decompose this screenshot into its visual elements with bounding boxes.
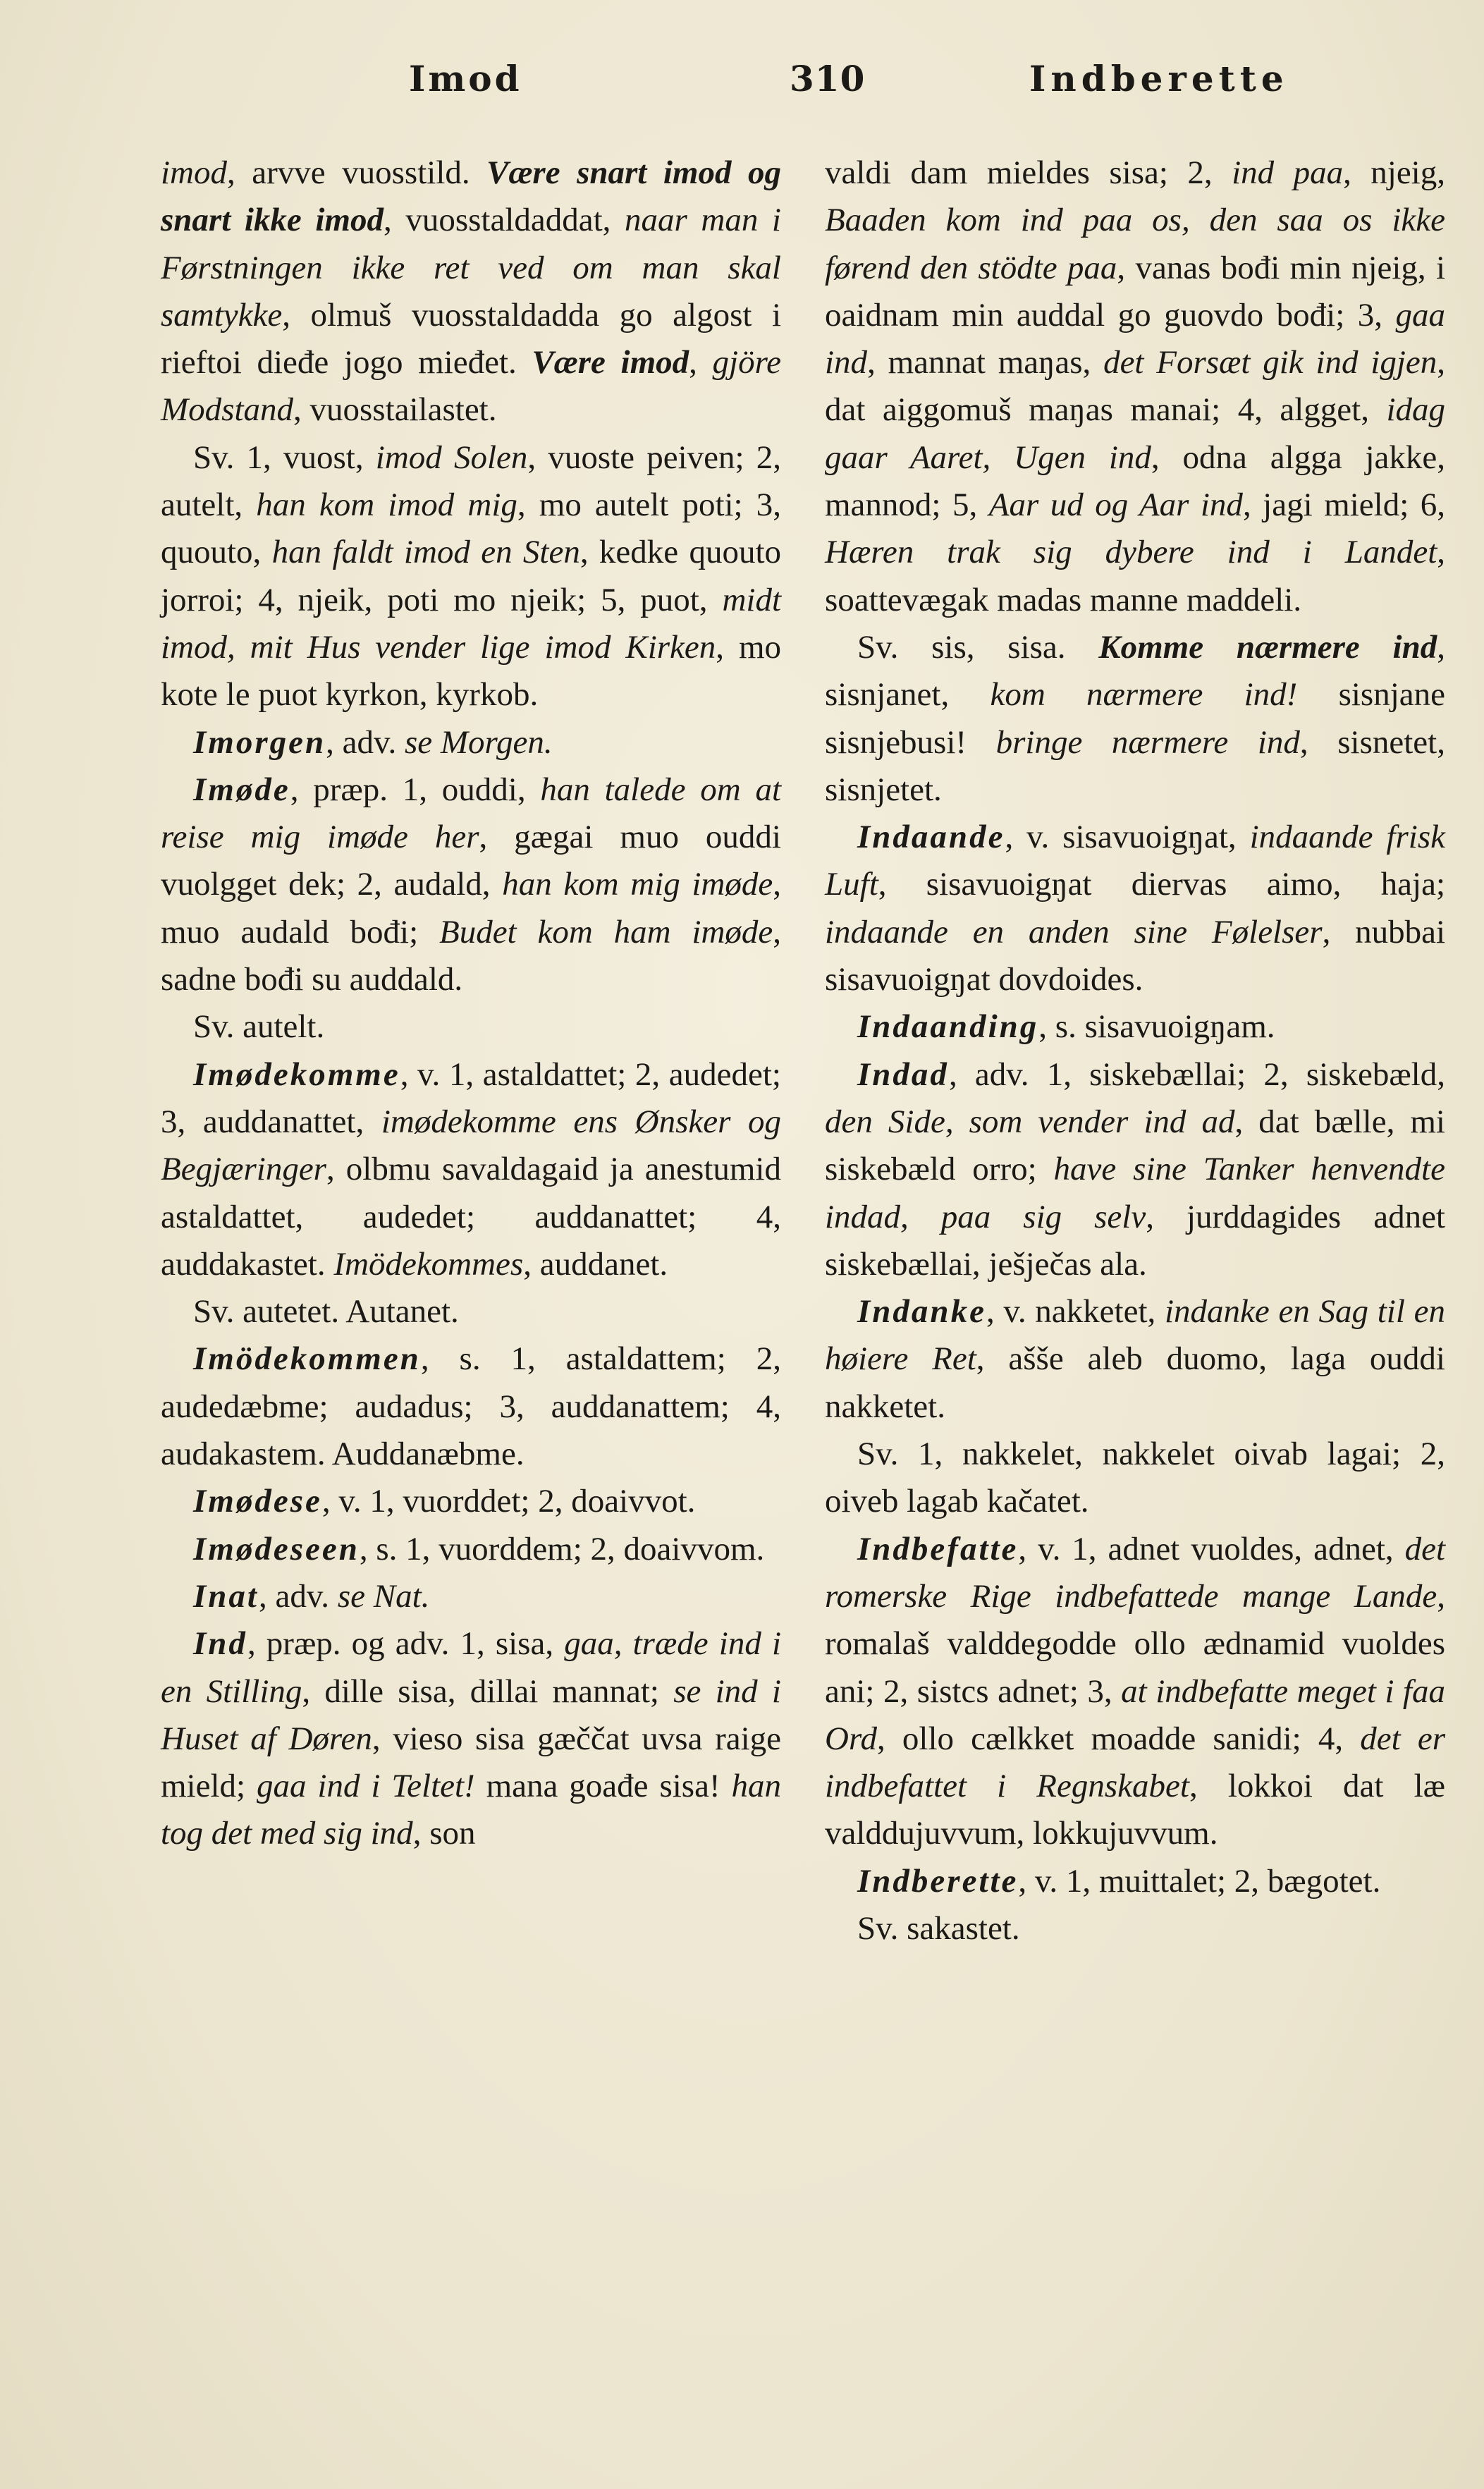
dictionary-entry-ind-sv: Sv. sis, sisa. Komme nærmere ind, sisnjanet, kom nærmere ind! sisnjane sisnjebusi! bringe nærmere ind, sisnetet, sisnjetet.: [825, 628, 1446, 808]
dictionary-entry-imode-sv: Sv. autelt.: [193, 1008, 325, 1046]
dictionary-entry-imod-sv: Sv. 1, vuost, imod Solen, vuoste peiven; 2, autelt, han kom imod mig, mo autelt poti; 3, quouto, han faldt imod en Sten, kedke quouto jorroi; 4, njeik, poti mo njeik; 5, puot, midt imod, mit Hus vender lige imod Kirken, mo kote le puot kyrkon, kyrkob.: [161, 439, 782, 714]
dictionary-entry-indbefatte: Indbefatte, v. 1, adnet vuoldes, adnet, det romerske Rige indbefattede mange Lande, romalaš valddegodde ollo ædnamid vuoldes ani; 2, sistcs adnet; 3, at indbefatte meget i faa Ord, ollo cælkket moadde sanidi; 4, det er indbefattet i Regnskabet, lokkoi dat læ valddujuvvum, lokkujuvvum.: [825, 1530, 1445, 1852]
dictionary-entry-inat: Inat, adv. se Nat.: [193, 1577, 430, 1615]
dictionary-entry-ind-cont: valdi dam mieldes sisa; 2, ind paa, njeig, Baaden kom ind paa os, den saa os ikke førend den stödte paa, vanas bođi min njeig, i oaidnam min auddal go guovdo bođi; 3, gaa ind, mannat maŋas, det Forsæt gik ind igjen, dat aiggomuš maŋas manai; 4, algget, idag gaar Aaret, Ugen ind, odna algga jakke, mannod; 5, Aar ud og Aar ind, jagi mield; 6, Hæren trak sig dybere ind i Landet, soattevægak madas manne maddeli.: [825, 154, 1446, 618]
dictionary-entry-imod-cont: imod, arvve vuosstild. Være snart imod og snart ikke imod, vuosstaldaddat, naar man i Førstningen ikke ret ved om man skal samtykke, olmuš vuosstaldadda go algost i rieftoi dieđe jogo mieđet. Være imod, gjöre Modstand, vuosstailastet.: [161, 154, 782, 429]
left-column: [161, 149, 781, 1858]
dictionary-entry-indaanding: Indaanding, s. sisavuoigŋam.: [857, 1008, 1275, 1046]
dictionary-entry-indad: Indad, adv. 1, siskebællai; 2, siskebæld, den Side, som vender ind ad, dat bælle, mi siskebæld orro; have sine Tanker henvendte indad, paa sig selv, jurddagides adnet siskebællai, ješječas ala.: [825, 1056, 1445, 1283]
page-number: 310: [790, 58, 866, 99]
dictionary-entry-ind: Ind, præp. og adv. 1, sisa, gaa, træde ind i en Stilling, dille sisa, dillai mannat; se ind i Huset af Døren, vieso sisa gæččat uvsa raige mield; gaa ind i Teltet! mana goađe sisa! han tog det med sig ind, son: [161, 1625, 782, 1852]
dictionary-entry-indaande: Indaande, v. sisavuoigŋat, indaande frisk Luft, sisavuoigŋat diervas aimo, haja; indaande en anden sine Følelser, nubbai sisavuoigŋat dovdoides.: [825, 819, 1446, 998]
dictionary-entry-indanke-sv: Sv. 1, nakkelet, nakkelet oivab lagai; 2, oiveb lagab kačatet.: [825, 1436, 1445, 1520]
dictionary-entry-imorgen: Imorgen, adv. se Morgen.: [193, 723, 553, 761]
dictionary-entry-imodese: Imødese, v. 1, vuorddet; 2, doaivvot.: [193, 1483, 696, 1520]
dictionary-entry-imodekommen: Imödekommen, s. 1, astaldattem; 2, audedæbme; audadus; 3, auddanattem; 4, audakastem. Auddanæbme.: [161, 1340, 781, 1473]
right-column: [825, 149, 1445, 1952]
header-right-guideword: Indberette: [1029, 58, 1289, 99]
dictionary-entry-indanke: Indanke, v. nakketet, indanke en Sag til en høiere Ret, ašše aleb duomo, laga ouddi nakketet.: [825, 1293, 1445, 1425]
running-header: [162, 58, 1361, 114]
dictionary-entry-imodekomme-sv: Sv. autetet. Autanet.: [193, 1293, 459, 1331]
dictionary-entry-imodeseen: Imødeseen, s. 1, vuorddem; 2, doaivvom.: [193, 1530, 765, 1567]
dictionary-entry-indberette-sv: Sv. sakastet.: [857, 1909, 1020, 1947]
dictionary-entry-indberette: Indberette, v. 1, muittalet; 2, bægotet.: [857, 1862, 1381, 1900]
dictionary-entry-imodekomme: Imødekomme, v. 1, astaldattet; 2, audedet; 3, auddanattet, imødekomme ens Ønsker og Begjæringer, olbmu savaldagaid ja anestumid astaldattet, audedet; auddanattet; 4, auddakastet. Imödekommes, auddanet.: [161, 1056, 781, 1283]
header-left-guideword: Imod: [409, 58, 522, 99]
dictionary-entry-imode: Imøde, præp. 1, ouddi, han talede om at reise mig imøde her, gægai muo ouddi vuolgget dek; 2, audald, han kom mig imøde, muo audald bođi; Budet kom ham imøde, sadne bođi su auddald.: [161, 771, 782, 998]
